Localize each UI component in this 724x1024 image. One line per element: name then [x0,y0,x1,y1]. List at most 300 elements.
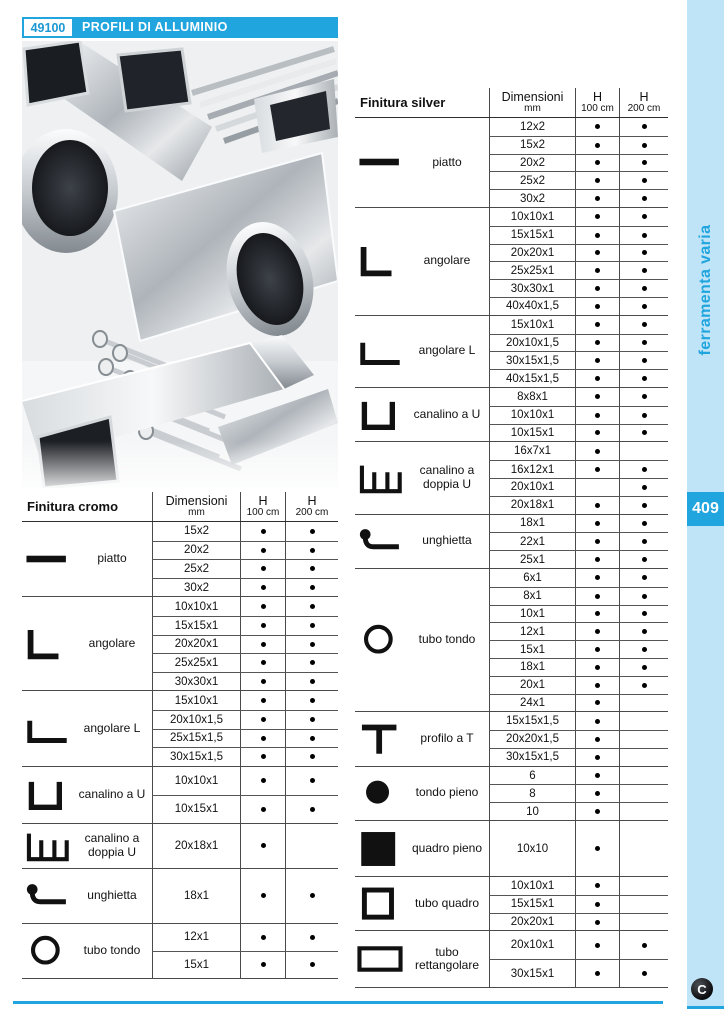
dimension-value: 20x10x1 [489,931,575,959]
availability-dot [642,268,647,273]
availability-dot [642,971,647,976]
availability-dot [595,539,600,544]
dimension-value: 15x2 [489,137,575,154]
profile-rows [152,869,338,923]
availability-dot [595,557,600,562]
availability-dot [642,233,647,238]
h200-cell [619,767,668,785]
dimension-value: 16x7x1 [489,442,575,460]
product-photo [22,41,338,488]
profile-group [355,514,668,568]
h100-cell [575,877,619,895]
dimension-value: 10x1 [489,606,575,623]
h200-cell [285,796,338,823]
profile-type-label: angolare L [418,343,476,358]
table-row [489,640,668,658]
tubo-tondo-icon [355,569,405,711]
availability-dot [310,660,315,665]
h200-cell [619,785,668,802]
dimension-value: 18x1 [489,659,575,676]
tubo-rettangolare-icon [355,931,405,987]
h200-cell [619,931,668,959]
finitura-silver-table [355,88,668,988]
profile-rows [152,691,338,765]
h100-cell [575,731,619,748]
dimension-value: 10x15x1 [152,796,240,823]
table-row [152,924,338,951]
h100-cell [240,767,285,795]
tubo-tondo-icon [22,924,72,978]
availability-dot [595,358,600,363]
table-row [152,653,338,672]
h100-cell [575,677,619,694]
dimension-value: 16x12x1 [489,461,575,478]
availability-dot [642,430,647,435]
availability-dot [595,430,600,435]
h100-cell [240,560,285,578]
h200-cell [619,155,668,172]
availability-dot [642,340,647,345]
h200-cell [285,522,338,541]
h200-cell [619,533,668,550]
availability-dot [595,737,600,742]
h100-cell [240,673,285,691]
dimension-value: 30x15x1,5 [489,352,575,369]
angolare-l-icon [22,691,72,765]
dimension-value: 20x10x1,5 [152,711,240,729]
table-row [489,784,668,802]
profile-type-label: unghietta [422,533,472,548]
profile-group [22,766,338,823]
table-row [489,515,668,533]
profile-group [355,207,668,315]
table-row [489,658,668,676]
table-row [489,913,668,931]
h100-cell [240,924,285,951]
h100-cell [575,280,619,297]
availability-dot [595,809,600,814]
availability-dot [595,503,600,508]
availability-dot [642,594,647,599]
availability-dot [595,611,600,616]
h200-cell [619,479,668,496]
profile-type-label: tubo tondo [418,632,476,647]
availability-dot [595,233,600,238]
h200-cell [619,551,668,568]
table-row [489,821,668,876]
profile-type-label: tubo quadro [414,895,480,910]
profile-rows [152,924,338,978]
angolare-icon [355,208,405,315]
dimension-value: 10x10 [489,821,575,876]
dimensions-column-header [152,492,240,521]
availability-dot [261,660,266,665]
availability-dot [642,611,647,616]
table-row [489,478,668,496]
h100-cell [575,515,619,533]
profile-type-label: angolare [423,253,471,268]
availability-dot [310,778,315,783]
canalino-u-icon [22,767,72,823]
table-row [489,297,668,315]
availability-dot [642,503,647,508]
profile-type-label: piatto [432,154,462,169]
dimension-value: 15x10x1 [152,691,240,710]
canalino-u-icon [355,388,405,441]
table-row [489,261,668,279]
availability-dot [261,604,266,609]
h200-cell [285,617,338,635]
availability-dot [595,629,600,634]
availability-dot [310,754,315,759]
h200-cell [285,597,338,616]
availability-dot [642,521,647,526]
profile-type-label: canalino a doppia U [84,830,140,859]
dimension-value: 22x1 [489,533,575,550]
h200-column-header [285,492,338,521]
h200-cell [285,824,338,868]
table-header-row [22,492,338,522]
availability-dot [261,585,266,590]
h200-cell [619,695,668,712]
availability-dot [642,376,647,381]
profile-group [355,315,668,387]
profile-group [22,868,338,923]
dimension-value: 25x2 [489,172,575,189]
availability-dot [642,160,647,165]
profile-group [22,596,338,690]
availability-dot [642,178,647,183]
table-row [489,136,668,154]
h100-cell [240,654,285,672]
availability-dot [642,250,647,255]
dimension-value: 10x10x1 [152,767,240,795]
profile-rows [489,316,668,387]
h200-cell [619,588,668,605]
dimension-value: 30x15x1,5 [489,749,575,766]
h200-cell [619,370,668,387]
availability-dot [261,754,266,759]
availability-dot [642,575,647,580]
availability-dot [642,214,647,219]
table-row [489,767,668,785]
dimension-value: 15x1 [152,952,240,978]
availability-dot [310,807,315,812]
h100-cell [575,118,619,136]
column-label: Dimensioni [165,493,228,508]
availability-dot [310,623,315,628]
table-row [152,541,338,560]
profile-type-label: angolare L [83,720,141,735]
dimension-value: 40x40x1,5 [489,298,575,315]
tubo-quadro-icon [355,877,405,930]
column-label: Dimensioni [501,89,564,104]
profile-group [22,823,338,868]
availability-dot [261,736,266,741]
profile-rows [489,821,668,876]
availability-dot [595,124,600,129]
h100-cell [575,190,619,207]
table-row [489,550,668,568]
h200-cell [285,691,338,710]
availability-dot [642,143,647,148]
table-row [489,532,668,550]
dimension-value: 20x1 [489,677,575,694]
dimension-value: 6x1 [489,569,575,587]
availability-dot [595,791,600,796]
table-row [152,795,338,823]
table-row [152,729,338,748]
availability-dot [310,717,315,722]
profile-type-label: piatto [97,551,127,566]
quadro-pieno-icon [355,821,405,876]
section-sidebar [687,0,724,1009]
h100-cell [575,208,619,226]
dimension-value: 25x15x1,5 [152,730,240,748]
table-row [489,569,668,587]
table-row [152,951,338,978]
h200-cell [619,749,668,766]
table-row [489,388,668,406]
h100-column-header [575,88,619,117]
availability-dot [595,920,600,925]
h100-cell [575,785,619,802]
h200-cell [619,190,668,207]
availability-dot [595,700,600,705]
h200-cell [285,952,338,978]
piatto-icon [22,522,72,596]
profile-rows [489,388,668,441]
profilo-t-icon [355,712,405,765]
availability-dot [261,962,266,967]
h100-cell [575,623,619,640]
table-row [489,171,668,189]
profile-type-label: canalino a U [413,406,481,421]
table-row [489,442,668,460]
availability-dot [595,160,600,165]
profile-rows [489,442,668,513]
column-unit: mm [524,102,541,114]
table-row [489,351,668,369]
h200-cell [619,877,668,895]
availability-dot [642,943,647,948]
h100-cell [575,352,619,369]
availability-dot [310,962,315,967]
profile-group [22,522,338,596]
h200-cell [619,316,668,334]
availability-dot [595,413,600,418]
availability-dot [642,286,647,291]
h100-cell [575,712,619,730]
availability-dot [595,883,600,888]
h200-cell [285,767,338,795]
availability-dot [261,807,266,812]
dimension-value: 12x2 [489,118,575,136]
table-row [489,334,668,352]
dimension-value: 10x15x1 [489,425,575,442]
dimension-value: 8 [489,785,575,802]
unghietta-icon [355,515,405,568]
table-row [489,154,668,172]
h100-cell [575,533,619,550]
profile-rows [489,712,668,765]
table-row [489,730,668,748]
table-row [152,559,338,578]
h200-cell [619,461,668,478]
profile-type-label: tondo pieno [415,785,479,800]
angolare-icon [22,597,72,690]
profile-rows [152,597,338,690]
h200-cell [619,677,668,694]
h100-cell [575,262,619,279]
h100-cell [575,407,619,424]
table-row [489,676,668,694]
h100-cell [575,497,619,514]
h100-cell [240,636,285,654]
column-label: H [307,493,317,508]
h200-cell [619,606,668,623]
availability-dot [595,196,600,201]
h100-cell [575,479,619,496]
h100-cell [575,914,619,931]
availability-dot [595,902,600,907]
angolare-l-icon [355,316,405,387]
h100-cell [575,316,619,334]
h200-cell [619,262,668,279]
h200-cell [285,654,338,672]
profile-group [355,441,668,513]
h100-cell [575,425,619,442]
dimension-value: 20x20x1 [489,245,575,262]
dimension-value: 18x1 [489,515,575,533]
dimensions-column-header [489,88,575,117]
profile-rows [489,569,668,711]
availability-dot [261,566,266,571]
table-row [152,824,338,868]
bottom-rule [13,1001,663,1004]
availability-dot [595,214,600,219]
availability-dot [595,773,600,778]
table-row [489,712,668,730]
availability-dot [310,585,315,590]
h100-cell [240,730,285,748]
dimension-value: 15x15x1 [489,227,575,244]
profile-rows [489,118,668,207]
canalino-doppia-u-icon [355,442,405,513]
dimension-value: 20x18x1 [152,824,240,868]
column-label: H [258,493,268,508]
availability-dot [642,665,647,670]
availability-dot [642,485,647,490]
dimension-value: 30x15x1 [489,960,575,987]
h100-cell [240,711,285,729]
availability-dot [595,683,600,688]
profile-rows [489,515,668,568]
profile-group [355,118,668,207]
profile-type-label: canalino a U [78,786,146,801]
dimension-value: 15x10x1 [489,316,575,334]
dimension-value: 30x2 [152,579,240,597]
profile-type-label: quadro pieno [411,840,483,855]
dimension-value: 15x15x1 [489,896,575,913]
h200-column-header [619,88,668,117]
category-code: 49100 [24,19,72,36]
availability-dot [261,778,266,783]
column-unit: 200 cm [295,506,329,518]
availability-dot [595,143,600,148]
availability-dot [595,322,600,327]
dimension-value: 30x15x1,5 [152,748,240,766]
h100-cell [240,597,285,616]
h100-cell [575,137,619,154]
metal-profiles-collage [22,41,338,488]
availability-dot [310,935,315,940]
dimension-value: 15x15x1 [152,617,240,635]
profile-group [22,690,338,765]
h100-cell [240,579,285,597]
dimension-value: 10x10x1 [489,877,575,895]
table-row [489,226,668,244]
h200-cell [619,388,668,406]
h200-cell [619,659,668,676]
h200-cell [619,960,668,987]
h100-cell [575,298,619,315]
h100-cell [240,617,285,635]
availability-dot [642,124,647,129]
h200-cell [619,245,668,262]
h100-cell [575,896,619,913]
h100-cell [575,659,619,676]
availability-dot [642,467,647,472]
dimension-value: 24x1 [489,695,575,712]
h100-cell [575,245,619,262]
h100-cell [575,442,619,460]
availability-dot [261,623,266,628]
h200-cell [285,560,338,578]
h200-cell [619,407,668,424]
h100-cell [575,641,619,658]
availability-dot [261,717,266,722]
profile-group [355,876,668,930]
table-row [152,522,338,541]
availability-dot [642,322,647,327]
availability-dot [595,304,600,309]
column-unit: mm [188,506,205,518]
availability-dot [595,376,600,381]
availability-dot [310,548,315,553]
h100-cell [575,335,619,352]
h100-cell [575,606,619,623]
h100-cell [240,522,285,541]
profile-rows [489,877,668,930]
h100-cell [575,767,619,785]
h200-cell [619,569,668,587]
h200-cell [285,748,338,766]
table-row [152,672,338,691]
h100-cell [240,748,285,766]
dimension-value: 10x10x1 [489,407,575,424]
table-row [152,635,338,654]
h100-cell [575,388,619,406]
profile-rows [489,767,668,820]
availability-dot [642,304,647,309]
availability-dot [642,539,647,544]
h200-cell [285,711,338,729]
h200-cell [285,636,338,654]
h200-cell [619,515,668,533]
availability-dot [595,575,600,580]
dimension-value: 25x1 [489,551,575,568]
